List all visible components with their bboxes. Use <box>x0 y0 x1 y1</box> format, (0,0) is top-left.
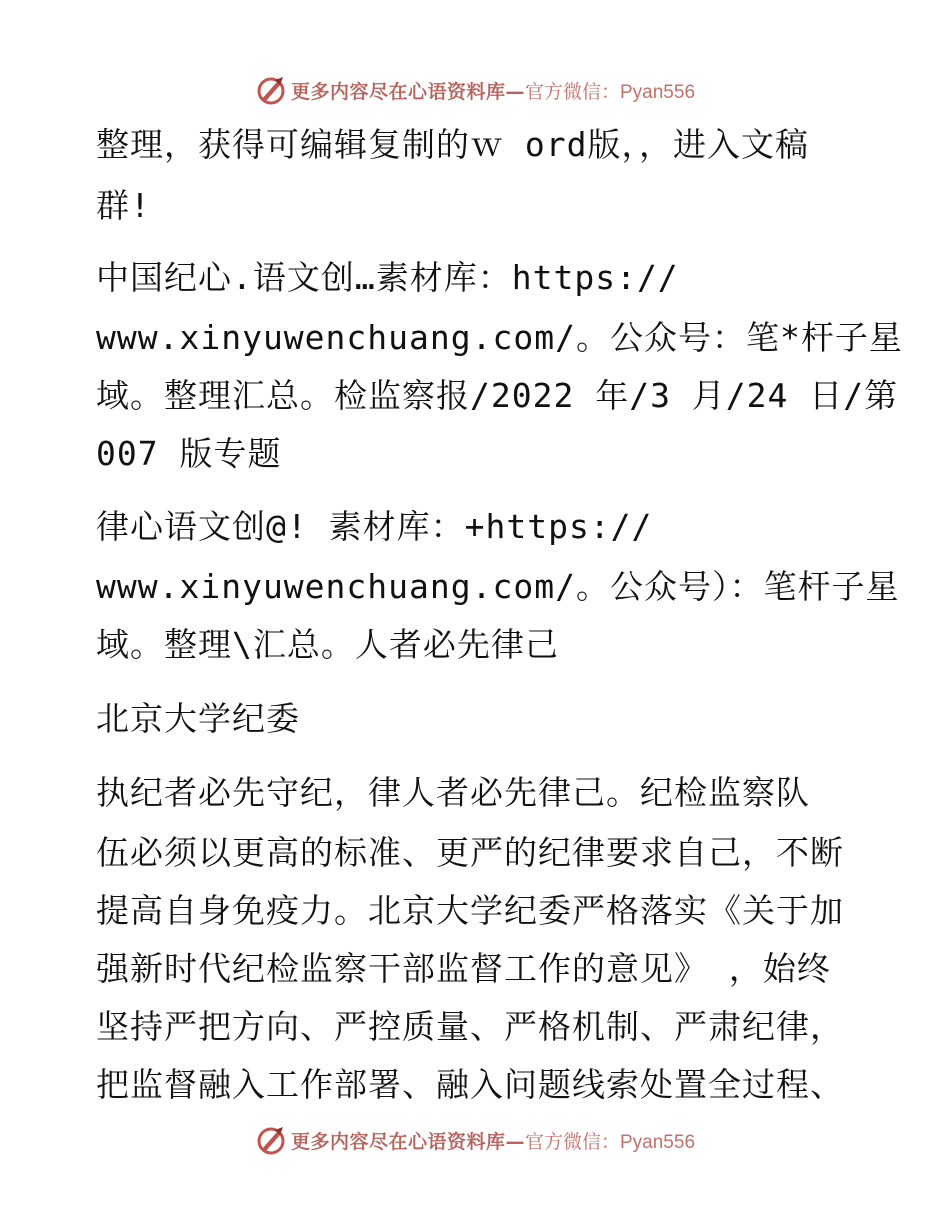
text-line: 群! <box>96 186 151 225</box>
text-line: 执纪者必先守纪，律人者必先律己。纪检监察队 <box>96 773 810 812</box>
text-line: 把监督融入工作部署、融入问题线索处置全过程、 <box>96 1065 844 1104</box>
text-line: 伍必须以更高的标准、更严的纪律要求自己，不断 <box>96 833 844 872</box>
banner-wechat: 官方微信：Pyan556 <box>525 81 696 103</box>
text-line: www.xinyuwenchuang.com/。公众号：笔*杆子星 <box>96 318 903 357</box>
text-line: 提高自身免疫力。北京大学纪委严格落实《关于加 <box>96 891 844 930</box>
text-line: 域。整理\汇总。人者必先律己 <box>96 625 559 664</box>
text-line: 坚持严把方向、严控质量、严格机制、严肃纪律， <box>96 1007 844 1046</box>
text-line: www.xinyuwenchuang.com/。公众号）：笔杆子星 <box>96 567 900 606</box>
banner-wechat: 官方微信：Pyan556 <box>525 1131 696 1153</box>
text-line: 中国纪心.语文创…素材库：https:// <box>96 258 679 297</box>
banner-text: 更多内容尽在心语资料库— <box>290 1130 525 1153</box>
banner-text: 更多内容尽在心语资料库— <box>290 80 525 103</box>
text-line: 域。整理汇总。检监察报/2022 年/3 月/24 日/第 <box>96 376 899 415</box>
text-line: 007 版专题 <box>96 434 282 473</box>
text-line: 整理，获得可编辑复制的ｗ ord版，，进入文稿 <box>96 125 809 164</box>
footer-banner <box>0 1120 950 1160</box>
text-line: 北京大学纪委 <box>96 699 300 738</box>
logo-icon <box>255 1124 287 1156</box>
text-line: 律心语文创@! 素材库：+https:// <box>96 507 653 546</box>
text-line: 强新时代纪检监察干部监督工作的意见》 ，始终 <box>96 949 831 988</box>
